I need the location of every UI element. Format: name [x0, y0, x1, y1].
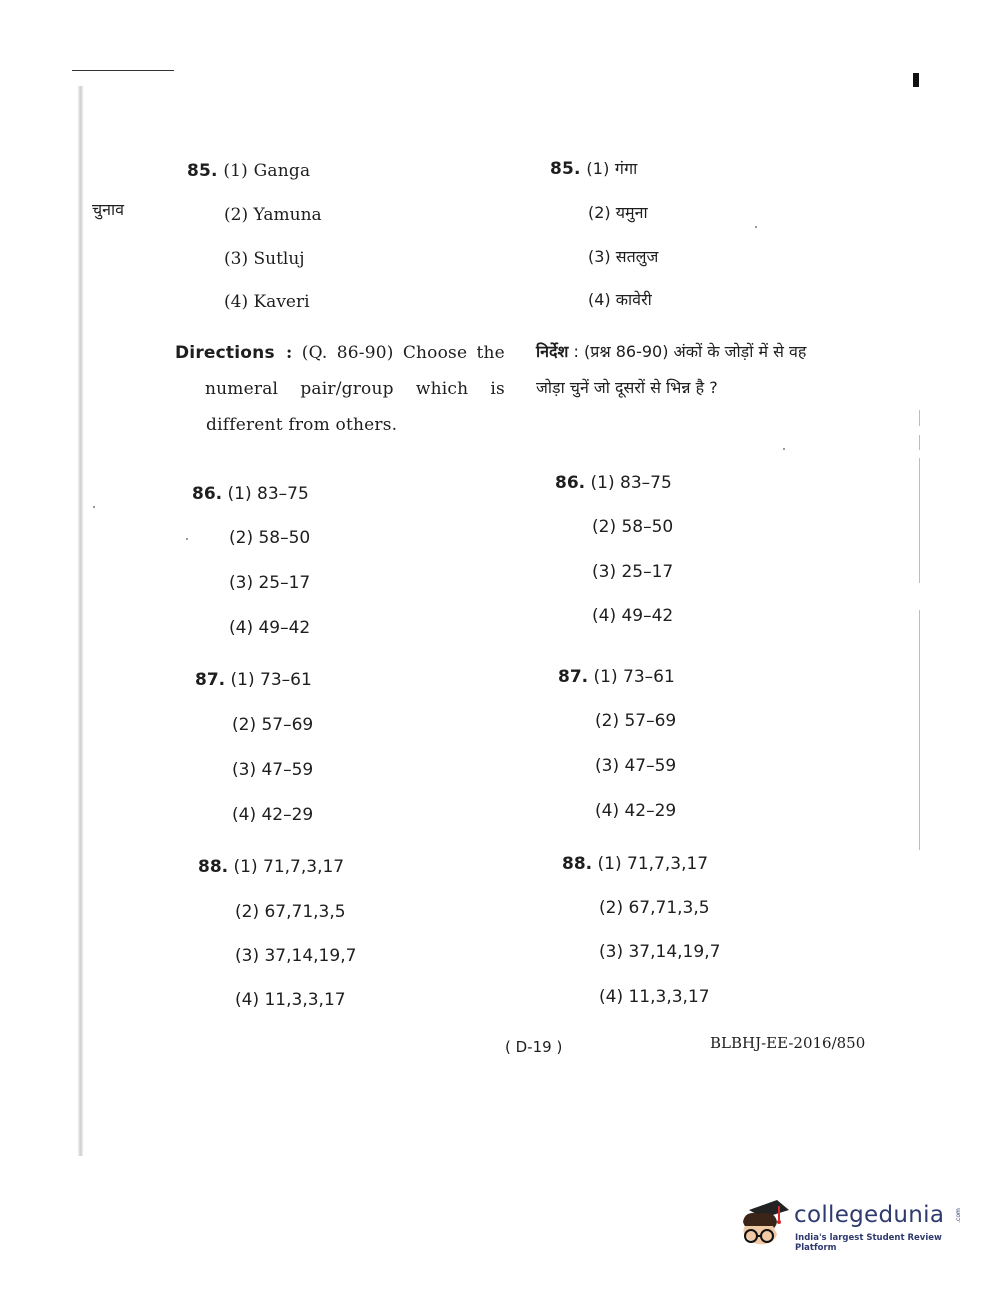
collegedunia-logo	[735, 1196, 965, 1260]
q88-en	[198, 857, 344, 877]
scan-mark	[919, 410, 920, 426]
scan-mark	[919, 458, 920, 583]
scan-mark	[919, 610, 920, 850]
word: numeral	[205, 379, 279, 399]
option: (4) Kaveri	[224, 292, 310, 312]
option: (3) Sutluj	[224, 249, 305, 269]
paper-code: BLBHJ-EE-2016/850	[710, 1034, 866, 1052]
option: (3) 37,14,19,7	[599, 942, 721, 962]
option: (1) 83–75	[227, 484, 309, 504]
option: (1) 73–61	[593, 667, 675, 687]
option: (4) 42–29	[595, 801, 677, 821]
option: (4) कावेरी	[588, 290, 652, 309]
option: (2) Yamuna	[224, 205, 322, 225]
option: (1) 71,7,3,17	[233, 857, 345, 877]
question-number: 85.	[550, 159, 581, 179]
directions-hi-line1	[536, 340, 806, 362]
directions-en-line3: different from others.	[206, 415, 398, 435]
question-number: 86.	[192, 484, 223, 504]
option: (2) यमुना	[588, 203, 648, 222]
word: Choose	[402, 343, 468, 363]
option: (3) सतलुज	[588, 247, 659, 266]
option: (3) 47–59	[595, 756, 677, 776]
directions-hi-line2: जोड़ा चुनें जो दूसरों से भिन्न है ?	[536, 378, 718, 397]
option: (3) 37,14,19,7	[235, 946, 357, 966]
scan-margin-shadow	[78, 86, 83, 1156]
directions-sep: :	[286, 343, 293, 363]
q85-hi	[550, 157, 637, 179]
q87-hi	[558, 667, 675, 687]
directions-text: : (प्रश्न 86-90) अंकों के जोड़ों में से वह	[573, 342, 807, 361]
q88-hi	[562, 854, 708, 874]
margin-note: चुनाव	[92, 200, 125, 219]
option: (2) 57–69	[232, 715, 314, 735]
word: is	[490, 379, 505, 399]
option: (1) 71,7,3,17	[597, 854, 709, 874]
scan-dot	[755, 226, 757, 228]
option: (1) गंगा	[586, 159, 638, 178]
question-number: 88.	[198, 857, 229, 877]
option: (3) 25–17	[229, 573, 311, 593]
word: pair/group	[300, 379, 394, 399]
option: (4) 42–29	[232, 805, 314, 825]
option: (1) Ganga	[223, 161, 311, 181]
option: (4) 49–42	[229, 618, 311, 638]
top-rule	[72, 70, 174, 71]
scan-dot	[186, 538, 188, 540]
mascot-icon	[735, 1196, 791, 1256]
option: (4) 11,3,3,17	[235, 990, 346, 1010]
word: 86-90)	[336, 343, 394, 363]
option: (2) 57–69	[595, 711, 677, 731]
question-number: 85.	[187, 161, 218, 181]
directions-en-line2	[205, 379, 505, 399]
q86-en	[192, 484, 309, 504]
scan-mark	[919, 435, 920, 450]
logo-brand: collegedunia	[794, 1202, 945, 1228]
scan-dot	[93, 506, 95, 508]
directions-label: Directions	[175, 343, 275, 363]
option: (3) 25–17	[592, 562, 674, 582]
option: (2) 67,71,3,5	[599, 898, 710, 918]
question-number: 87.	[558, 667, 589, 687]
q86-hi	[555, 473, 672, 493]
question-number: 87.	[195, 670, 226, 690]
word: which	[415, 379, 469, 399]
directions-en-line1	[175, 343, 505, 363]
option: (2) 67,71,3,5	[235, 902, 346, 922]
question-number: 88.	[562, 854, 593, 874]
word: (Q.	[301, 343, 328, 363]
option: (3) 47–59	[232, 760, 314, 780]
option: (1) 83–75	[590, 473, 672, 493]
corner-mark	[913, 73, 919, 87]
option: (2) 58–50	[229, 528, 311, 548]
question-number: 86.	[555, 473, 586, 493]
logo-tagline: India's largest Student Review Platform	[795, 1233, 942, 1253]
option: (1) 73–61	[230, 670, 312, 690]
q87-en	[195, 670, 312, 690]
option: (4) 49–42	[592, 606, 674, 626]
option: (2) 58–50	[592, 517, 674, 537]
option: (4) 11,3,3,17	[599, 987, 710, 1007]
logo-tld: .com	[954, 1208, 962, 1223]
scan-dot	[783, 448, 785, 450]
q85-en	[187, 161, 310, 181]
page-number: ( D-19 )	[505, 1038, 563, 1056]
directions-label: निर्देश	[536, 342, 569, 361]
word: the	[476, 343, 505, 363]
